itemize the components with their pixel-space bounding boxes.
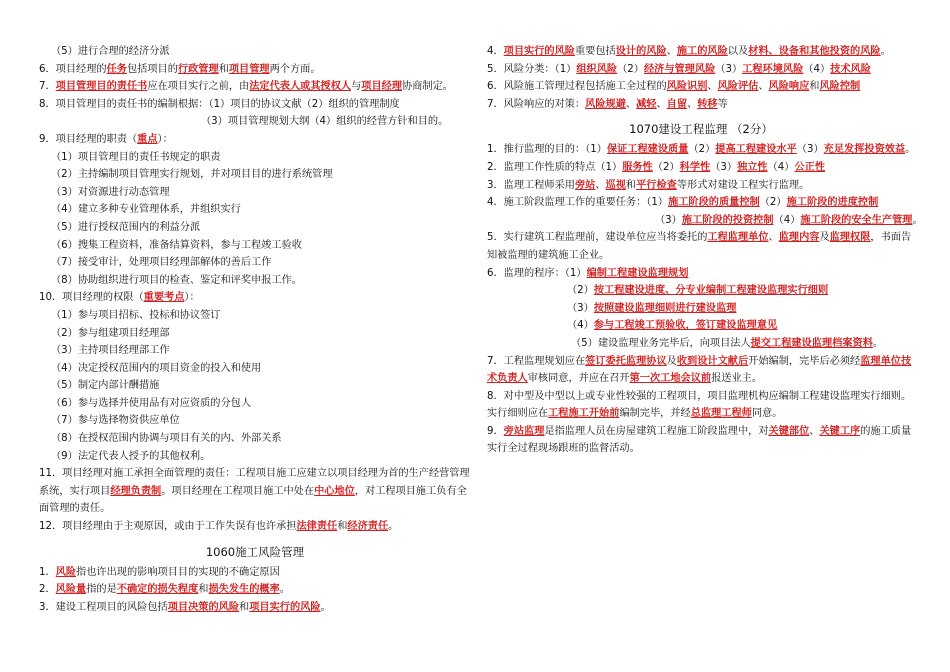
text-span: （8）协助组织进行项目的检查、鉴定和评奖申报工作。 [51, 274, 302, 286]
text-span: 、 [656, 98, 667, 110]
text-span: 应在项目实行之前，由 [147, 81, 250, 93]
highlighted-term: 项目决策的风险 [167, 601, 240, 613]
text-span: 报送业主。 [711, 373, 763, 385]
highlighted-term: 经理负责制 [110, 485, 162, 497]
highlighted-term: 保证工程建设质量 [606, 144, 689, 156]
text-span: （5）进行授权范围内的利益分派 [51, 221, 201, 233]
text-span: 和 [625, 179, 637, 191]
text-line [487, 423, 915, 458]
text-line [39, 254, 471, 272]
text-span: （1）项目管理目的责任书规定的职责 [51, 151, 221, 163]
text-line [487, 61, 915, 79]
highlighted-term: 监理单位技术负责人 [487, 355, 912, 385]
text-span: 12．项目经理由于主观原因，或由于工作失误有也许承担 [39, 521, 297, 533]
text-span: （3）主持项目经理部工作 [51, 345, 170, 357]
text-line [487, 78, 915, 96]
text-line [39, 43, 471, 61]
text-span: （8）在授权范围内协调与项目有关的内、外部关系 [51, 433, 282, 445]
highlighted-term: 监理权限 [829, 232, 871, 244]
text-line [39, 78, 471, 96]
text-line [39, 430, 471, 448]
highlighted-term: 减轻 [636, 98, 657, 110]
highlighted-term: 经济责任 [347, 521, 389, 533]
highlighted-term: 充足发挥投资效益 [823, 144, 906, 156]
text-span: ，对工程项目施工负有全面管理的责任。 [39, 485, 467, 515]
text-span: 。 [912, 214, 923, 226]
highlighted-term: 巡视 [605, 179, 626, 191]
text-span: 11．项目经理对施工承担全面管理的责任：工程项目施工应建立以项目经理为首的生产经营管理系统，实行项目 [39, 468, 470, 497]
highlighted-term: 自留 [666, 98, 688, 110]
text-line [39, 219, 471, 237]
highlighted-term: 中心地位 [314, 485, 355, 497]
text-line [39, 325, 471, 343]
text-line [39, 599, 471, 617]
text-span: （4） [767, 161, 795, 173]
text-span: 4． [487, 46, 504, 57]
text-span: （2）参与组建项目经理部 [51, 327, 170, 339]
highlighted-term: 法律责任 [296, 521, 338, 533]
highlighted-term: 风险响应 [768, 81, 810, 93]
highlighted-term: 技术风险 [830, 63, 871, 75]
highlighted-term: 独立性 [737, 161, 768, 173]
text-span: 8．对中型及中型以上或专业性较强的工程项目，项目监理机构应编制工程建设监理实行细则。实行细则应在 [487, 390, 912, 420]
text-span: 5．风险分类：（1） [487, 63, 577, 75]
text-span: 7．风险响应的对策： [487, 98, 586, 110]
text-span: ，书面告知被监理的建筑施工企业。 [487, 232, 912, 261]
text-span: 、 [666, 46, 677, 57]
highlighted-term: 法定代表人或其授权人 [249, 81, 352, 93]
highlighted-term: 公正性 [794, 161, 826, 173]
text-span: 以及 [727, 46, 749, 57]
highlighted-term: 提高工程建设水平 [715, 144, 797, 156]
text-span: 6．风险施工管理过程包括施工全过程的 [487, 81, 667, 93]
text-span: ）： [157, 133, 173, 145]
highlighted-term: 风险识别 [666, 81, 708, 93]
text-span: 包括项目的 [126, 63, 178, 75]
highlighted-term: 行政管理 [177, 63, 219, 75]
highlighted-term: 项目实行的风险 [249, 601, 321, 613]
text-span: （2） [567, 285, 594, 297]
highlighted-term: 关键工序 [819, 425, 861, 437]
text-span: （7）接受审计，处理项目经理部解体的善后工作 [51, 257, 272, 269]
highlighted-term: 项目管理目的责任书 [55, 81, 148, 93]
text-line [487, 317, 915, 335]
text-span: （3） [567, 302, 594, 314]
text-line [39, 412, 471, 430]
text-span: （4）决定授权范围内的项目资金的投入和使用 [51, 362, 262, 374]
highlighted-term: 总监理工程师 [690, 408, 752, 420]
text-span: 的施工质量实行全过程现场跟班的监督活动。 [487, 425, 912, 455]
text-line [39, 307, 471, 325]
highlighted-term: 工程环境风险 [742, 63, 804, 75]
text-span: （4） [773, 214, 801, 226]
text-span: 和 [809, 81, 820, 93]
text-span: 5．实行建筑工程监理前，建设单位应当将委托的 [487, 232, 708, 244]
highlighted-term: 科学性 [679, 161, 711, 173]
text-span: （3） [710, 161, 738, 173]
text-line [487, 96, 915, 114]
text-line [39, 289, 471, 307]
highlighted-term: 风险 [55, 566, 77, 578]
text-line [39, 131, 471, 149]
text-span: 1． [39, 566, 56, 578]
highlighted-term: 施工阶段的安全生产管理 [800, 214, 913, 226]
text-span: 9． [487, 425, 504, 437]
text-span: 1060施工风险管理 [205, 544, 305, 559]
text-span: 等 [717, 98, 728, 110]
text-span: （2） [759, 197, 787, 209]
text-span: 重要包括 [574, 46, 616, 57]
highlighted-term: 不确定的损失程度 [116, 584, 199, 596]
text-span: 和 [337, 521, 348, 533]
highlighted-term: 第一次工地会议前 [629, 373, 712, 385]
text-span: 及 [819, 232, 830, 244]
text-line [487, 282, 915, 300]
text-span: ）： [184, 292, 200, 304]
highlighted-term: 设计的风险 [615, 46, 667, 57]
text-span: 9．项目经理的职责（ [39, 133, 138, 145]
text-span: 、 [595, 179, 606, 191]
highlighted-term: 损失发生的概率 [208, 584, 280, 596]
text-span: 2．监理工作性质的特点（1） [487, 161, 623, 173]
text-span: 。 [388, 521, 399, 533]
text-span: 7．工程监理规划应在 [487, 355, 586, 367]
text-span: 6．监理的程序：（1） [487, 267, 587, 279]
text-line [39, 149, 471, 167]
highlighted-term: 风险评估 [717, 81, 759, 93]
text-span: 。 [872, 337, 884, 349]
text-line [39, 272, 471, 290]
text-span: 同意。 [751, 408, 783, 420]
text-line [39, 61, 471, 79]
highlighted-term: 重点 [137, 133, 158, 145]
text-line [39, 360, 471, 378]
text-line [39, 465, 471, 518]
section-heading [487, 120, 915, 138]
text-span: 是指监理人员在房屋建筑工程施工阶段监理中，对 [544, 425, 769, 437]
text-span: 。 [320, 601, 331, 613]
text-span: 开始编制，完毕后必须经 [748, 355, 861, 367]
text-span: （7）参与选择物资供应单位 [51, 415, 180, 427]
highlighted-term: 项目经理 [361, 81, 403, 93]
highlighted-term: 收到设计文献后 [676, 355, 749, 367]
text-line [39, 377, 471, 395]
text-span: 。项目经理在工程项目施工中处在 [161, 485, 315, 497]
text-line [39, 395, 471, 413]
text-line [487, 335, 915, 353]
text-span: 3．监理工程师采用 [487, 179, 575, 191]
text-span: 、 [625, 98, 637, 110]
text-span: 及 [666, 355, 677, 367]
text-line [39, 448, 471, 466]
text-span: 。 [880, 46, 891, 57]
text-line [39, 342, 471, 360]
text-span: （2） [688, 144, 716, 156]
text-span: （4） [803, 63, 831, 75]
text-span: （6）搜集工程资料，准备结算资料，参与工程竣工验收 [51, 239, 302, 251]
text-span: 2． [39, 584, 56, 596]
highlighted-term: 施工阶段的进度控制 [786, 197, 879, 209]
highlighted-term: 旁站监理 [503, 425, 545, 437]
text-span: 。 [279, 584, 290, 596]
left-column [39, 43, 471, 616]
text-span: （3） [715, 63, 743, 75]
text-line [487, 388, 915, 423]
text-span: 审核同意，并应在召开 [527, 373, 630, 385]
highlighted-term: 重要考点 [143, 292, 185, 304]
text-line [487, 300, 915, 318]
text-span: （3） [796, 144, 824, 156]
text-span: 、 [768, 232, 779, 244]
highlighted-term: 关键部位 [768, 425, 810, 437]
highlighted-term: 服务性 [622, 161, 653, 173]
highlighted-term: 编制工程建设监理规划 [586, 267, 689, 279]
text-line [487, 265, 915, 283]
text-span: 与 [351, 81, 362, 93]
text-span: 、 [687, 98, 698, 110]
text-span: （2）主持编制项目管理实行规划，并对项目目的进行系统管理 [51, 169, 333, 181]
text-span: （5）进行合理的经济分派 [51, 46, 170, 57]
text-span: 3．建设工程项目的风险包括 [39, 601, 168, 613]
text-span: 4．施工阶段监理工作的重要任务：（1） [487, 197, 669, 209]
highlighted-term: 工程监理单位 [707, 232, 769, 244]
text-span: （5）制定内部计酬措施 [51, 380, 160, 392]
text-span: 编制完毕，并经 [619, 408, 691, 420]
text-span: （3）项目管理规划大纲（4）组织的经营方针和目的。 [201, 116, 449, 128]
text-line [39, 166, 471, 184]
text-span: 10．项目经理的权限（ [39, 292, 144, 304]
highlighted-term: 平行检查 [636, 179, 677, 191]
text-span: 两个方面。 [269, 63, 321, 75]
highlighted-term: 风险控制 [819, 81, 861, 93]
text-line [487, 194, 915, 212]
text-line [487, 177, 915, 195]
text-span: 协商制定。 [402, 81, 453, 93]
text-span: （3） [655, 214, 682, 226]
text-span: 1．推行监理的目的：（1） [487, 144, 607, 156]
text-span: 8．项目管理目的责任书的编制根据：（1）项目的协议文献（2）组织的管理制度 [39, 98, 400, 110]
highlighted-term: 施工阶段的质量控制 [668, 197, 760, 209]
highlighted-term: 材料、设备和其他投资的风险 [748, 46, 881, 57]
text-span: 6．项目经理的 [39, 63, 107, 75]
text-span: （2） [617, 63, 644, 75]
text-span: 指的是 [86, 584, 117, 596]
text-span: 、 [809, 425, 820, 437]
text-span: （6）参与选择并使用品有对应资质的分包人 [51, 397, 252, 409]
text-span: （4）建立多种专业管理体系，并组织实行 [51, 204, 241, 216]
highlighted-term: 项目实行的风险 [503, 46, 575, 57]
text-span: 、 [758, 81, 769, 93]
highlighted-term: 转移 [697, 98, 718, 110]
text-span: 7． [39, 81, 56, 93]
text-line [487, 229, 915, 264]
text-span: 和 [198, 584, 209, 596]
highlighted-term: 经济与管理风险 [643, 63, 716, 75]
highlighted-term: 工程施工开始前 [548, 408, 620, 420]
text-span: （4） [567, 320, 594, 332]
text-line [39, 201, 471, 219]
highlighted-term: 监理内容 [778, 232, 820, 244]
text-span: 。 [905, 144, 916, 156]
text-line [39, 518, 471, 536]
text-span: 等形式对建设工程实行监理。 [676, 179, 810, 191]
text-line [39, 581, 471, 599]
highlighted-term: 施工阶段的投资控制 [681, 214, 774, 226]
text-line [39, 237, 471, 255]
highlighted-term: 风险量 [55, 584, 87, 596]
section-heading [39, 543, 471, 561]
text-line [39, 113, 471, 131]
text-line [487, 212, 923, 230]
highlighted-term: 项目管理 [228, 63, 270, 75]
highlighted-term: 按照建设监理细则进行建设监理 [593, 302, 737, 314]
text-span: （9）法定代表人授予的其他权利。 [51, 450, 211, 462]
text-line [39, 564, 471, 582]
text-span: 和 [239, 601, 250, 613]
text-line [487, 43, 915, 61]
text-line [487, 353, 915, 388]
highlighted-term: 风险规避 [585, 98, 626, 110]
highlighted-term: 施工的风险 [676, 46, 728, 57]
highlighted-term: 按工程建设进度、分专业编制工程建设监理实行细则 [593, 285, 829, 297]
text-span: 指也许出现的影响项目目的实现的不确定原因 [76, 566, 280, 578]
text-line [39, 184, 471, 202]
text-span: （1）参与项目招标、投标和协议签订 [51, 309, 221, 321]
text-span: （5）建设监理业务完毕后，向项目法人 [571, 337, 751, 349]
text-span: （3）对资源进行动态管理 [51, 186, 170, 198]
highlighted-term: 签订委托监理协议 [585, 355, 667, 367]
highlighted-term: 参与工程竣工预验收，签订建设监理意见 [593, 320, 778, 332]
highlighted-term: 组织风险 [576, 63, 618, 75]
highlighted-term: 提交工程建设监理档案资料 [750, 337, 873, 349]
text-line [487, 141, 915, 159]
highlighted-term: 任务 [106, 63, 127, 75]
text-line [39, 96, 471, 114]
text-span: 和 [218, 63, 229, 75]
text-line [487, 159, 915, 177]
text-span: （2） [652, 161, 680, 173]
text-span: 1070建设工程监理 （2分） [629, 122, 773, 137]
right-column [487, 43, 923, 458]
highlighted-term: 旁站 [574, 179, 596, 191]
text-span: 、 [707, 81, 718, 93]
